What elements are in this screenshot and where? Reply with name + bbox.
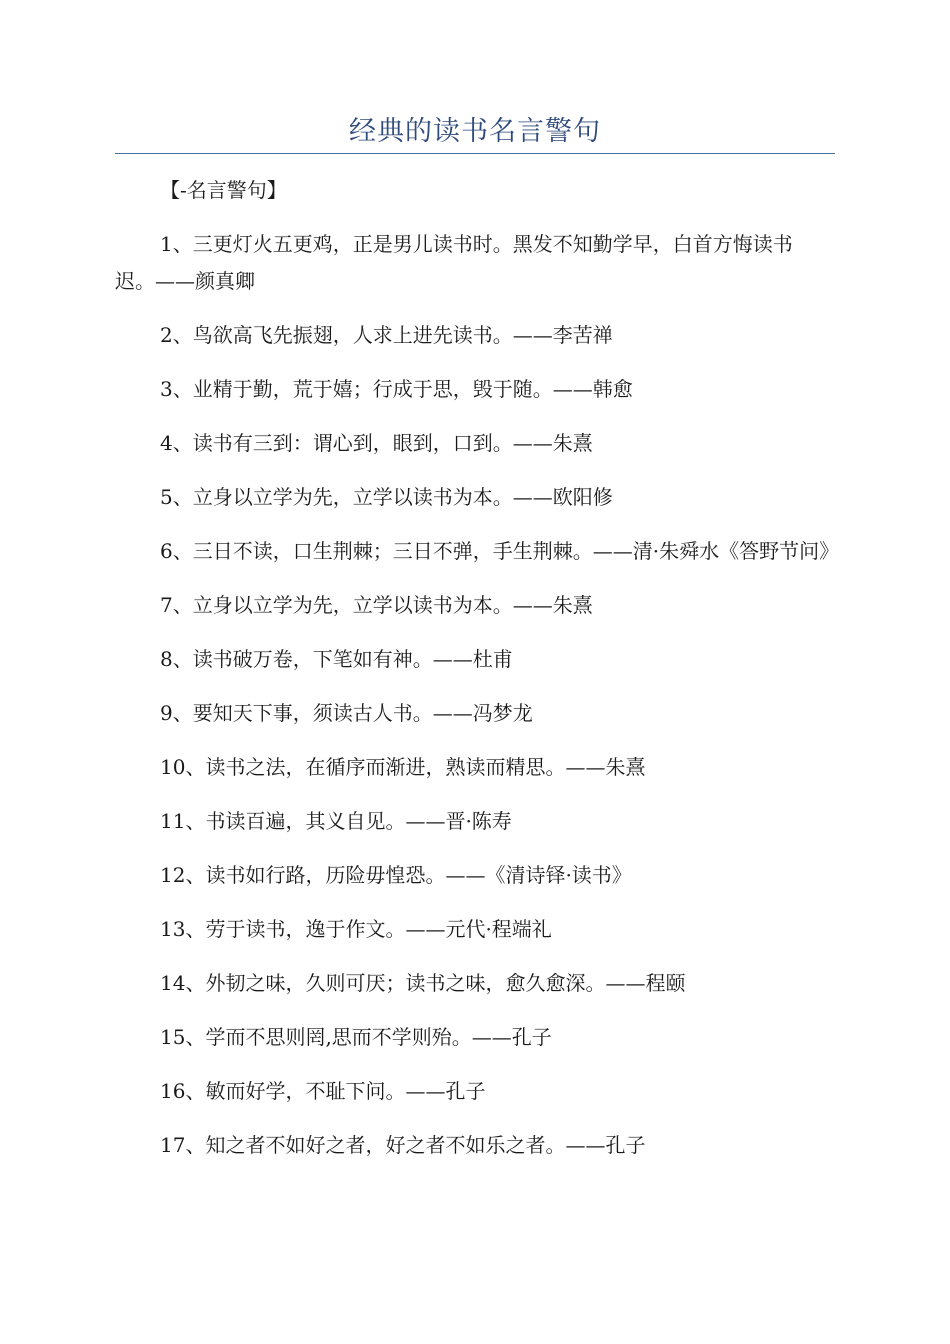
document-body	[115, 172, 840, 1181]
quote-item: 10、读书之法，在循序而渐进，熟读而精思。——朱熹	[160, 755, 646, 779]
quote-item: 3、业精于勤，荒于嬉；行成于思，毁于随。——韩愈	[160, 377, 633, 401]
quote-item: 17、知之者不如好之者，好之者不如乐之者。——孔子	[160, 1133, 646, 1157]
quote-item: 11、书读百遍，其义自见。——晋·陈寿	[160, 809, 512, 833]
quote-item: 14、外韧之味，久则可厌；读书之味，愈久愈深。——程颐	[160, 971, 686, 995]
quote-item: 8、读书破万卷，下笔如有神。——杜甫	[160, 647, 513, 671]
quote-item: 6、三日不读，口生荆棘；三日不弹，手生荆棘。——清·朱舜水《答野节问》	[160, 539, 840, 563]
section-heading: 【-名言警句】	[160, 178, 287, 202]
quote-item: 1、三更灯火五更鸡，正是男儿读书时。黑发不知勤学早，白首方悔读书迟。——颜真卿	[115, 232, 793, 293]
quote-item: 12、读书如行路，历险毋惶恐。——《清诗铎·读书》	[160, 863, 632, 887]
quote-item: 9、要知天下事，须读古人书。——冯梦龙	[160, 701, 533, 725]
quote-item: 5、立身以立学为先，立学以读书为本。——欧阳修	[160, 485, 613, 509]
quote-item: 4、读书有三到：谓心到，眼到，口到。——朱熹	[160, 431, 593, 455]
quote-item: 2、鸟欲高飞先振翅，人求上进先读书。——李苦禅	[160, 323, 613, 347]
document-title: 经典的读书名言警句	[349, 116, 601, 147]
quote-item: 16、敏而好学，不耻下问。——孔子	[160, 1079, 486, 1103]
quote-item: 13、劳于读书，逸于作文。——元代·程端礼	[160, 917, 552, 941]
quote-item: 7、立身以立学为先，立学以读书为本。——朱熹	[160, 593, 593, 617]
title-underline	[115, 153, 835, 154]
quote-item: 15、学而不思则罔,思而不学则殆。——孔子	[160, 1025, 552, 1049]
